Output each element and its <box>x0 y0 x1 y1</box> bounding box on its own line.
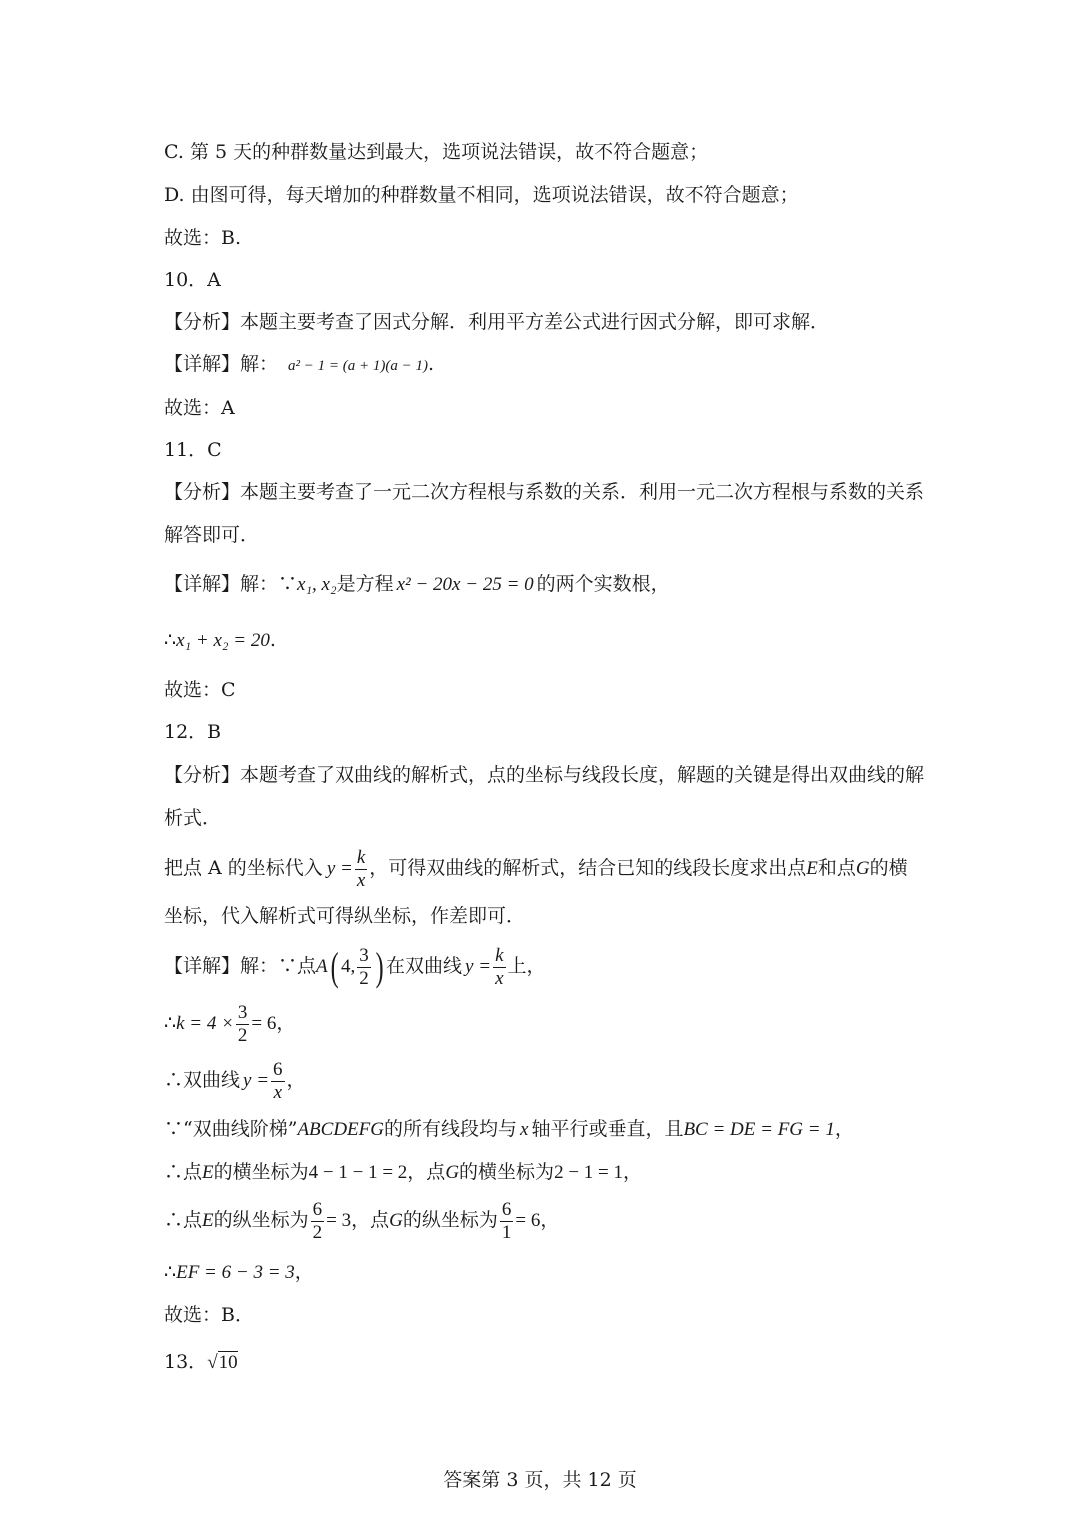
q11-sum-line <box>164 628 276 653</box>
q12-ef-line <box>164 1260 314 1285</box>
fraction-numerator: 6 <box>312 1198 323 1220</box>
q12-detail-prefix: 【详解】解：∵点 <box>164 955 317 977</box>
point-g-label: G <box>855 858 870 879</box>
question-12-heading: 12．B <box>164 721 222 743</box>
q12-analysis-line-2: 析式． <box>164 807 222 829</box>
q11-is: 是方程 <box>336 573 394 595</box>
fraction-denominator: x <box>273 1081 282 1103</box>
q12-hyper-y: y = <box>243 1070 270 1091</box>
q12-hyperbola-line <box>164 1057 306 1104</box>
q12-ladder-c: 轴平行或垂直，且 <box>531 1118 684 1140</box>
q11-sum: x₁ + x₂ = 20 <box>176 630 270 651</box>
q12-e-y-b: 的纵坐标为 <box>213 1209 309 1231</box>
q10-detail <box>164 352 434 378</box>
q12-comma: ， <box>294 1261 314 1283</box>
q12-comma: ， <box>834 1118 854 1140</box>
answer-10: 故选：A <box>164 397 235 419</box>
page-footer: 答案第 3 页，共 12 页 <box>443 1469 637 1491</box>
q12-y-coord-line <box>164 1197 559 1244</box>
q12-e-x-expr: 4 − 1 − 1 = 2 <box>308 1162 408 1183</box>
fraction-k-over-x <box>493 945 505 990</box>
q12-ladder-a: ∵“双曲线阶梯” <box>164 1118 298 1140</box>
q12-ladder-x: x <box>520 1119 529 1140</box>
q12-comma: ， <box>276 1012 296 1034</box>
fraction-denominator: 2 <box>312 1221 323 1243</box>
q12-ladder-line <box>164 1117 854 1142</box>
q12-ef-prefix: ∴ <box>164 1261 177 1283</box>
fraction-denominator: x <box>495 967 504 989</box>
q12-method-y: y = <box>326 858 353 879</box>
fraction-k-over-x <box>355 847 367 892</box>
point-e-label: E <box>806 858 818 879</box>
q12-ladder-eq: BC = DE = FG = 1 <box>683 1119 835 1140</box>
fraction-numerator: 6 <box>501 1198 512 1220</box>
q12-k-line <box>164 1000 295 1047</box>
q12-method-line-1 <box>164 845 908 892</box>
q11-roots: x₁, x₂ <box>297 574 337 595</box>
q12-method-b: ，可得双曲线的解析式，结合已知的线段长度求出点 <box>369 857 807 879</box>
fraction-6-over-x <box>271 1059 285 1104</box>
q12-g-y-a: ，点 <box>351 1209 390 1231</box>
point-g-label: G <box>389 1210 403 1231</box>
q11-detail <box>164 572 670 597</box>
q11-equation: x² − 20x − 25 = 0 <box>396 574 534 595</box>
point-e-label: E <box>202 1162 214 1183</box>
q12-g-x-expr: 2 − 1 = 1 <box>554 1162 623 1183</box>
q12-up: 上， <box>507 955 546 977</box>
fraction-denominator: 2 <box>237 1024 248 1046</box>
q11-detail-prefix: 【详解】解：∵ <box>164 573 298 595</box>
question-13-heading <box>164 1350 238 1375</box>
q12-detail-line <box>164 943 546 990</box>
q12-k-expr: k = 4 × <box>176 1013 234 1034</box>
q12-g-y-b: 的纵坐标为 <box>402 1209 498 1231</box>
fraction-denominator: x <box>356 869 366 891</box>
option-d-line: D. 由图可得，每天增加的种群数量不相同，选项说法错误，故不符合题意； <box>164 184 799 206</box>
q12-g-y-res: = 6 <box>515 1210 541 1231</box>
fraction-6-over-2 <box>311 1199 325 1244</box>
question-10-heading: 10．A <box>164 269 221 291</box>
q12-comma: ， <box>623 1161 643 1183</box>
answer-9: 故选：B. <box>164 227 242 249</box>
fraction-numerator: k <box>495 944 504 966</box>
fraction-denominator: 1 <box>501 1221 512 1243</box>
q11-analysis-line-2: 解答即可． <box>164 524 260 546</box>
point-g-label: G <box>445 1162 460 1183</box>
q12-method-c: 和点 <box>817 857 856 879</box>
fraction-numerator: 3 <box>359 944 369 966</box>
q12-k-prefix: ∴ <box>164 1012 177 1034</box>
q12-method-d: 的横 <box>869 857 908 879</box>
q12-g-x-b: 的横坐标为 <box>459 1161 555 1183</box>
q12-e-x-a: ∴点 <box>164 1161 203 1183</box>
fraction-numerator: 3 <box>237 1001 248 1023</box>
sqrt-radical-sign: √ <box>207 1352 218 1373</box>
q10-analysis: 【分析】本题主要考查了因式分解．利用平方差公式进行因式分解，即可求解． <box>164 311 830 333</box>
q11-period: . <box>269 629 276 651</box>
q12-method-a: 把点 A 的坐标代入 <box>164 857 323 879</box>
q12-method-line-2: 坐标，代入解析式可得纵坐标，作差即可． <box>164 905 526 927</box>
q12-analysis-line-1: 【分析】本题考查了双曲线的解析式，点的坐标与线段长度，解题的关键是得出双曲线的解 <box>164 764 925 786</box>
fraction-numerator: 6 <box>273 1058 283 1080</box>
q12-ef-expr: EF = 6 − 3 = 3 <box>176 1262 295 1283</box>
q13-number: 13． <box>164 1351 208 1373</box>
q12-on: 在双曲线 <box>386 955 463 977</box>
q12-ladder-b: 的所有线段均与 <box>383 1118 517 1140</box>
q12-y: y = <box>465 956 492 977</box>
q11-suffix: 的两个实数根， <box>536 573 670 595</box>
point-e-label: E <box>202 1210 214 1231</box>
q12-comma: ， <box>540 1209 560 1231</box>
left-paren: ( <box>330 944 339 989</box>
fraction-denominator: 2 <box>359 967 369 989</box>
point-a-label: A <box>316 956 328 977</box>
answer-12: 故选：B． <box>164 1304 254 1326</box>
q12-k-result: = 6 <box>251 1013 277 1034</box>
q12-e-y-a: ∴点 <box>164 1209 203 1231</box>
point-a-x: 4, <box>340 956 356 977</box>
q12-e-y-res: = 3 <box>326 1210 352 1231</box>
fraction-6-over-1 <box>500 1199 514 1244</box>
q12-g-x-a: ，点 <box>407 1161 446 1183</box>
q11-therefore: ∴ <box>164 629 177 651</box>
q12-hyper-prefix: ∴双曲线 <box>164 1069 241 1091</box>
fraction-numerator: k <box>356 846 366 868</box>
fraction-3-over-2 <box>357 945 371 990</box>
q11-analysis-line-1: 【分析】本题主要考查了一元二次方程根与系数的关系．利用一元二次方程根与系数的关系 <box>164 481 925 503</box>
q10-formula: a² − 1 = (a + 1)(a − 1) <box>288 358 428 374</box>
q12-comma: ， <box>286 1069 306 1091</box>
fraction-3-over-2 <box>236 1002 250 1047</box>
q10-detail-prefix: 【详解】解： <box>164 353 279 375</box>
right-paren: ) <box>375 944 384 989</box>
question-11-heading: 11．C <box>164 439 222 461</box>
q12-e-x-b: 的横坐标为 <box>213 1161 309 1183</box>
q12-ladder-name: ABCDEFG <box>297 1119 384 1140</box>
sqrt-radicand: 10 <box>218 1352 238 1373</box>
sqrt-10 <box>207 1351 237 1375</box>
q12-x-coord-line <box>164 1160 642 1185</box>
answer-11: 故选：C <box>164 679 236 701</box>
q10-period: . <box>427 353 435 375</box>
option-c-line: C. 第 5 天的种群数量达到最大，选项说法错误，故不符合题意； <box>164 141 709 163</box>
